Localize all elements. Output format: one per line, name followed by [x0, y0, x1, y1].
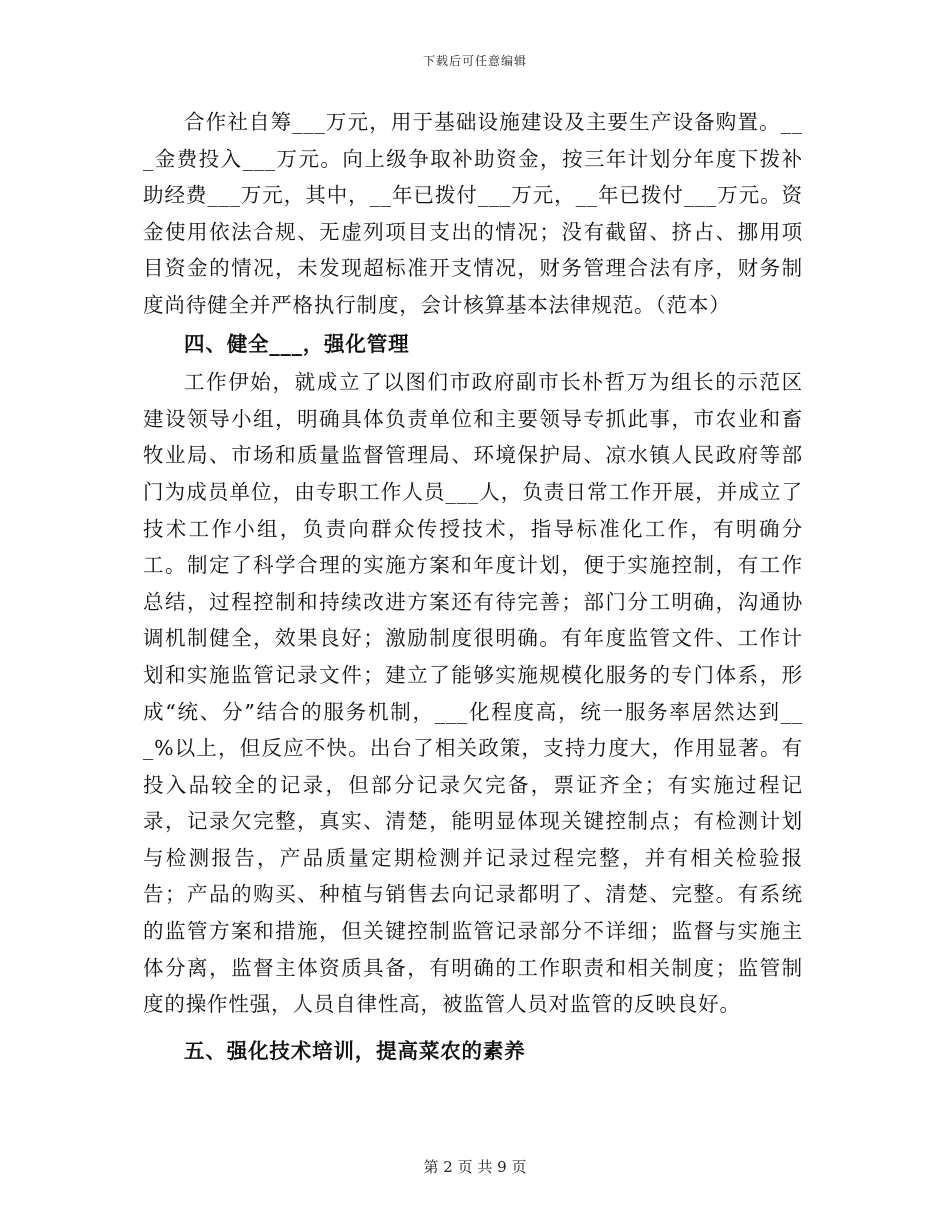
section-heading-5: 五、强化技术培训，提高菜农的素养 [184, 1038, 526, 1063]
section-heading-4: 四、健全___，强化管理 [184, 331, 410, 356]
paragraph-funding: 合作社自筹___万元，用于基础设施建设及主要生产设备购置。___金费投入___万元。向上级争取补助资金，按三年计划分年度下拨补助经费___万元，其中，__年已拨付___万元，__年已拨付___万元。资金使用依法合规、无虚列项目支出的情况；没有截留、挤占、挪用项目资金的情况，未发现超标准开支情况，财务管理合法有序，财务制度尚待健全并严格执行制度，会计核算基本法律规范。（范本） [143, 110, 803, 317]
page-footer: 第 2 页 共 9 页 [423, 1158, 527, 1176]
document-body [143, 104, 803, 1071]
paragraph-management: 工作伊始，就成立了以图们市政府副市长朴哲万为组长的示范区建设领导小组，明确具体负责单位和主要领导专抓此事，市农业和畜牧业局、市场和质量监督管理局、环境保护局、凉水镇人民政府等部门为成员单位，由专职工作人员___人，负责日常工作开展，并成立了技术工作小组，负责向群众传授技术，指导标准化工作，有明确分工。制定了科学合理的实施方案和年度计划，便于实施控制，有工作总结，过程控制和持续改进方案还有待完善；部门分工明确，沟通协调机制健全，效果良好；激励制度很明确。有年度监管文件、工作计划和实施监管记录文件；建立了能够实施规模化服务的专门体系，形成“统、分”结合的服务机制，___化程度高，统一服务率居然达到___%以上，但反应不快。出台了相关政策，支持力度大，作用显著。有投入品较全的记录，但部分记录欠完备，票证齐全；有实施过程记录，记录欠完整，真实、清楚，能明显体现关键控制点；有检测计划与检测报告，产品质量定期检测并记录过程完整，并有相关检验报告；产品的购买、种植与销售去向记录都明了、清楚、完整。有系统的监管方案和措施，但关键控制监管记录部分不详细；监督与实施主体分离，监督主体资质具备，有明确的工作职责和相关制度；监管制度的操作性强，人员自律性高，被监管人员对监管的反映良好。 [143, 370, 803, 1017]
page-header: 下载后可任意编辑 [422, 54, 527, 68]
